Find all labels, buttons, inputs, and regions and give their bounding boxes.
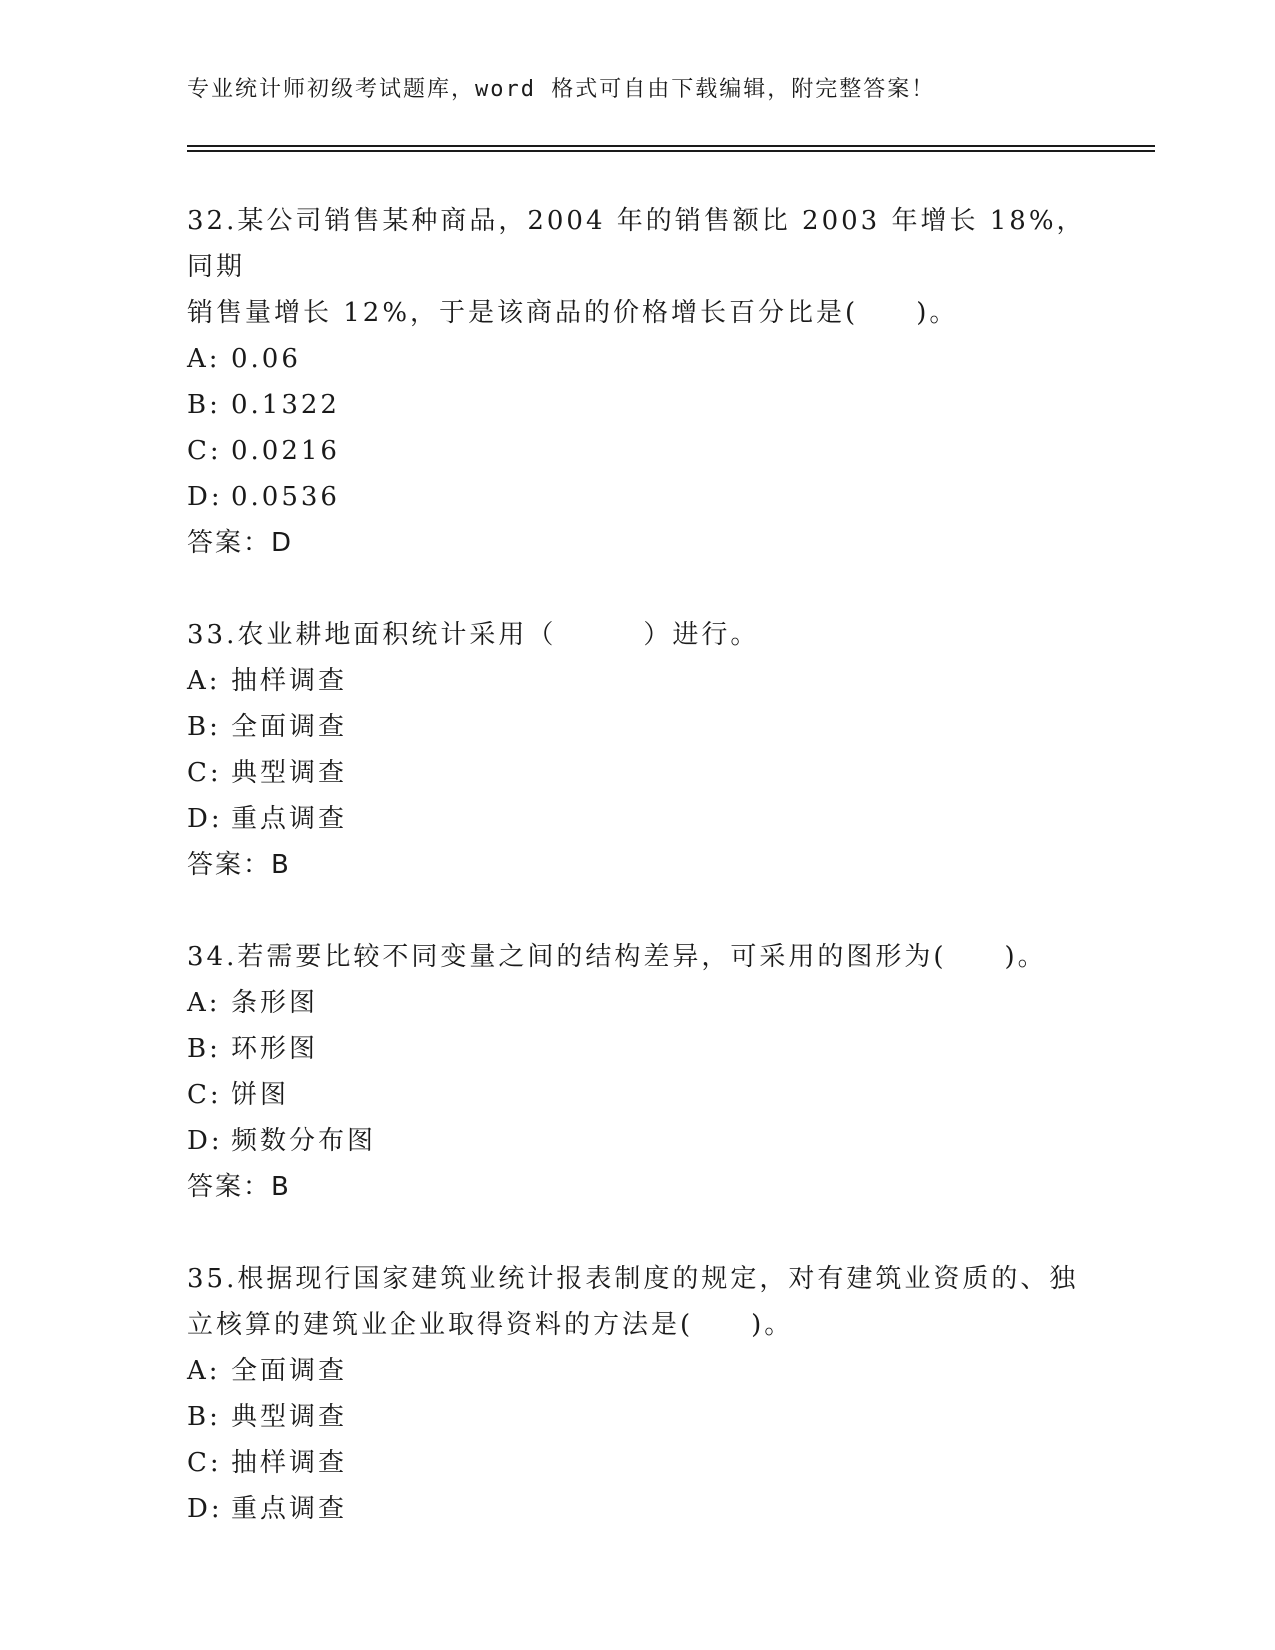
option-letter: D: [187,804,223,834]
question-stem-line: 立核算的建筑业企业取得资料的方法是( )。 [187,1310,794,1340]
question-33 [187,612,1087,888]
option-text: 频数分布图 [231,1126,377,1156]
option-letter: D: [187,1126,223,1156]
option-letter: C: [187,1080,222,1110]
answer-line: 答案：B [187,850,291,880]
option-d [187,796,1087,842]
option-letter: C: [187,758,222,788]
header-rule [187,145,1155,147]
option-letter: B: [187,1402,221,1432]
option-letter: C: [187,436,222,466]
option-d [187,1118,1087,1164]
option-text: 典型调查 [231,758,348,788]
option-letter: D: [187,482,223,512]
question-stem-line: 35.根据现行国家建筑业统计报表制度的规定，对有建筑业资质的、独 [187,1264,1079,1294]
option-text: 全面调查 [231,712,348,742]
option-text: 0.1322 [231,390,340,420]
option-text: 重点调查 [231,804,348,834]
option-c [187,750,1087,796]
option-letter: B: [187,390,221,420]
header-rule-secondary [187,150,1155,152]
option-letter: A: [187,1356,221,1386]
option-letter: B: [187,1034,221,1064]
question-stem-line: 32.某公司销售某种商品，2004 年的销售额比 2003 年增长 18%，同期 [187,206,1086,282]
option-c [187,1440,1087,1486]
question-stem-line: 销售量增长 12%，于是该商品的价格增长百分比是( )。 [187,298,959,328]
question-35 [187,1256,1087,1532]
option-text: 0.0536 [231,482,340,512]
option-letter: D: [187,1494,223,1524]
option-letter: A: [187,988,221,1018]
option-a [187,658,1087,704]
option-text: 抽样调查 [231,1448,348,1478]
option-text: 重点调查 [231,1494,348,1524]
option-text: 饼图 [231,1080,290,1110]
option-a [187,1348,1087,1394]
option-b [187,382,1087,428]
page-header: 专业统计师初级考试题库，word 格式可自由下载编辑，附完整答案！ [187,77,936,102]
option-letter: A: [187,666,221,696]
option-letter: B: [187,712,221,742]
option-d [187,1486,1087,1532]
option-text: 抽样调查 [231,666,348,696]
answer-line: 答案：D [187,528,294,558]
question-list [187,198,1087,1578]
option-a [187,336,1087,382]
option-text: 全面调查 [231,1356,348,1386]
question-34 [187,934,1087,1210]
question-32 [187,198,1087,566]
question-stem-line: 33.农业耕地面积统计采用（ ）进行。 [187,620,760,650]
question-stem-line: 34.若需要比较不同变量之间的结构差异，可采用的图形为( )。 [187,942,1047,972]
option-letter: C: [187,1448,222,1478]
option-a [187,980,1087,1026]
option-b [187,1026,1087,1072]
option-c [187,428,1087,474]
option-text: 典型调查 [231,1402,348,1432]
option-b [187,704,1087,750]
option-text: 环形图 [231,1034,319,1064]
option-d [187,474,1087,520]
answer-line: 答案：B [187,1172,291,1202]
option-text: 0.0216 [231,436,340,466]
option-b [187,1394,1087,1440]
option-c [187,1072,1087,1118]
option-letter: A: [187,344,221,374]
option-text: 条形图 [231,988,319,1018]
option-text: 0.06 [231,344,301,374]
